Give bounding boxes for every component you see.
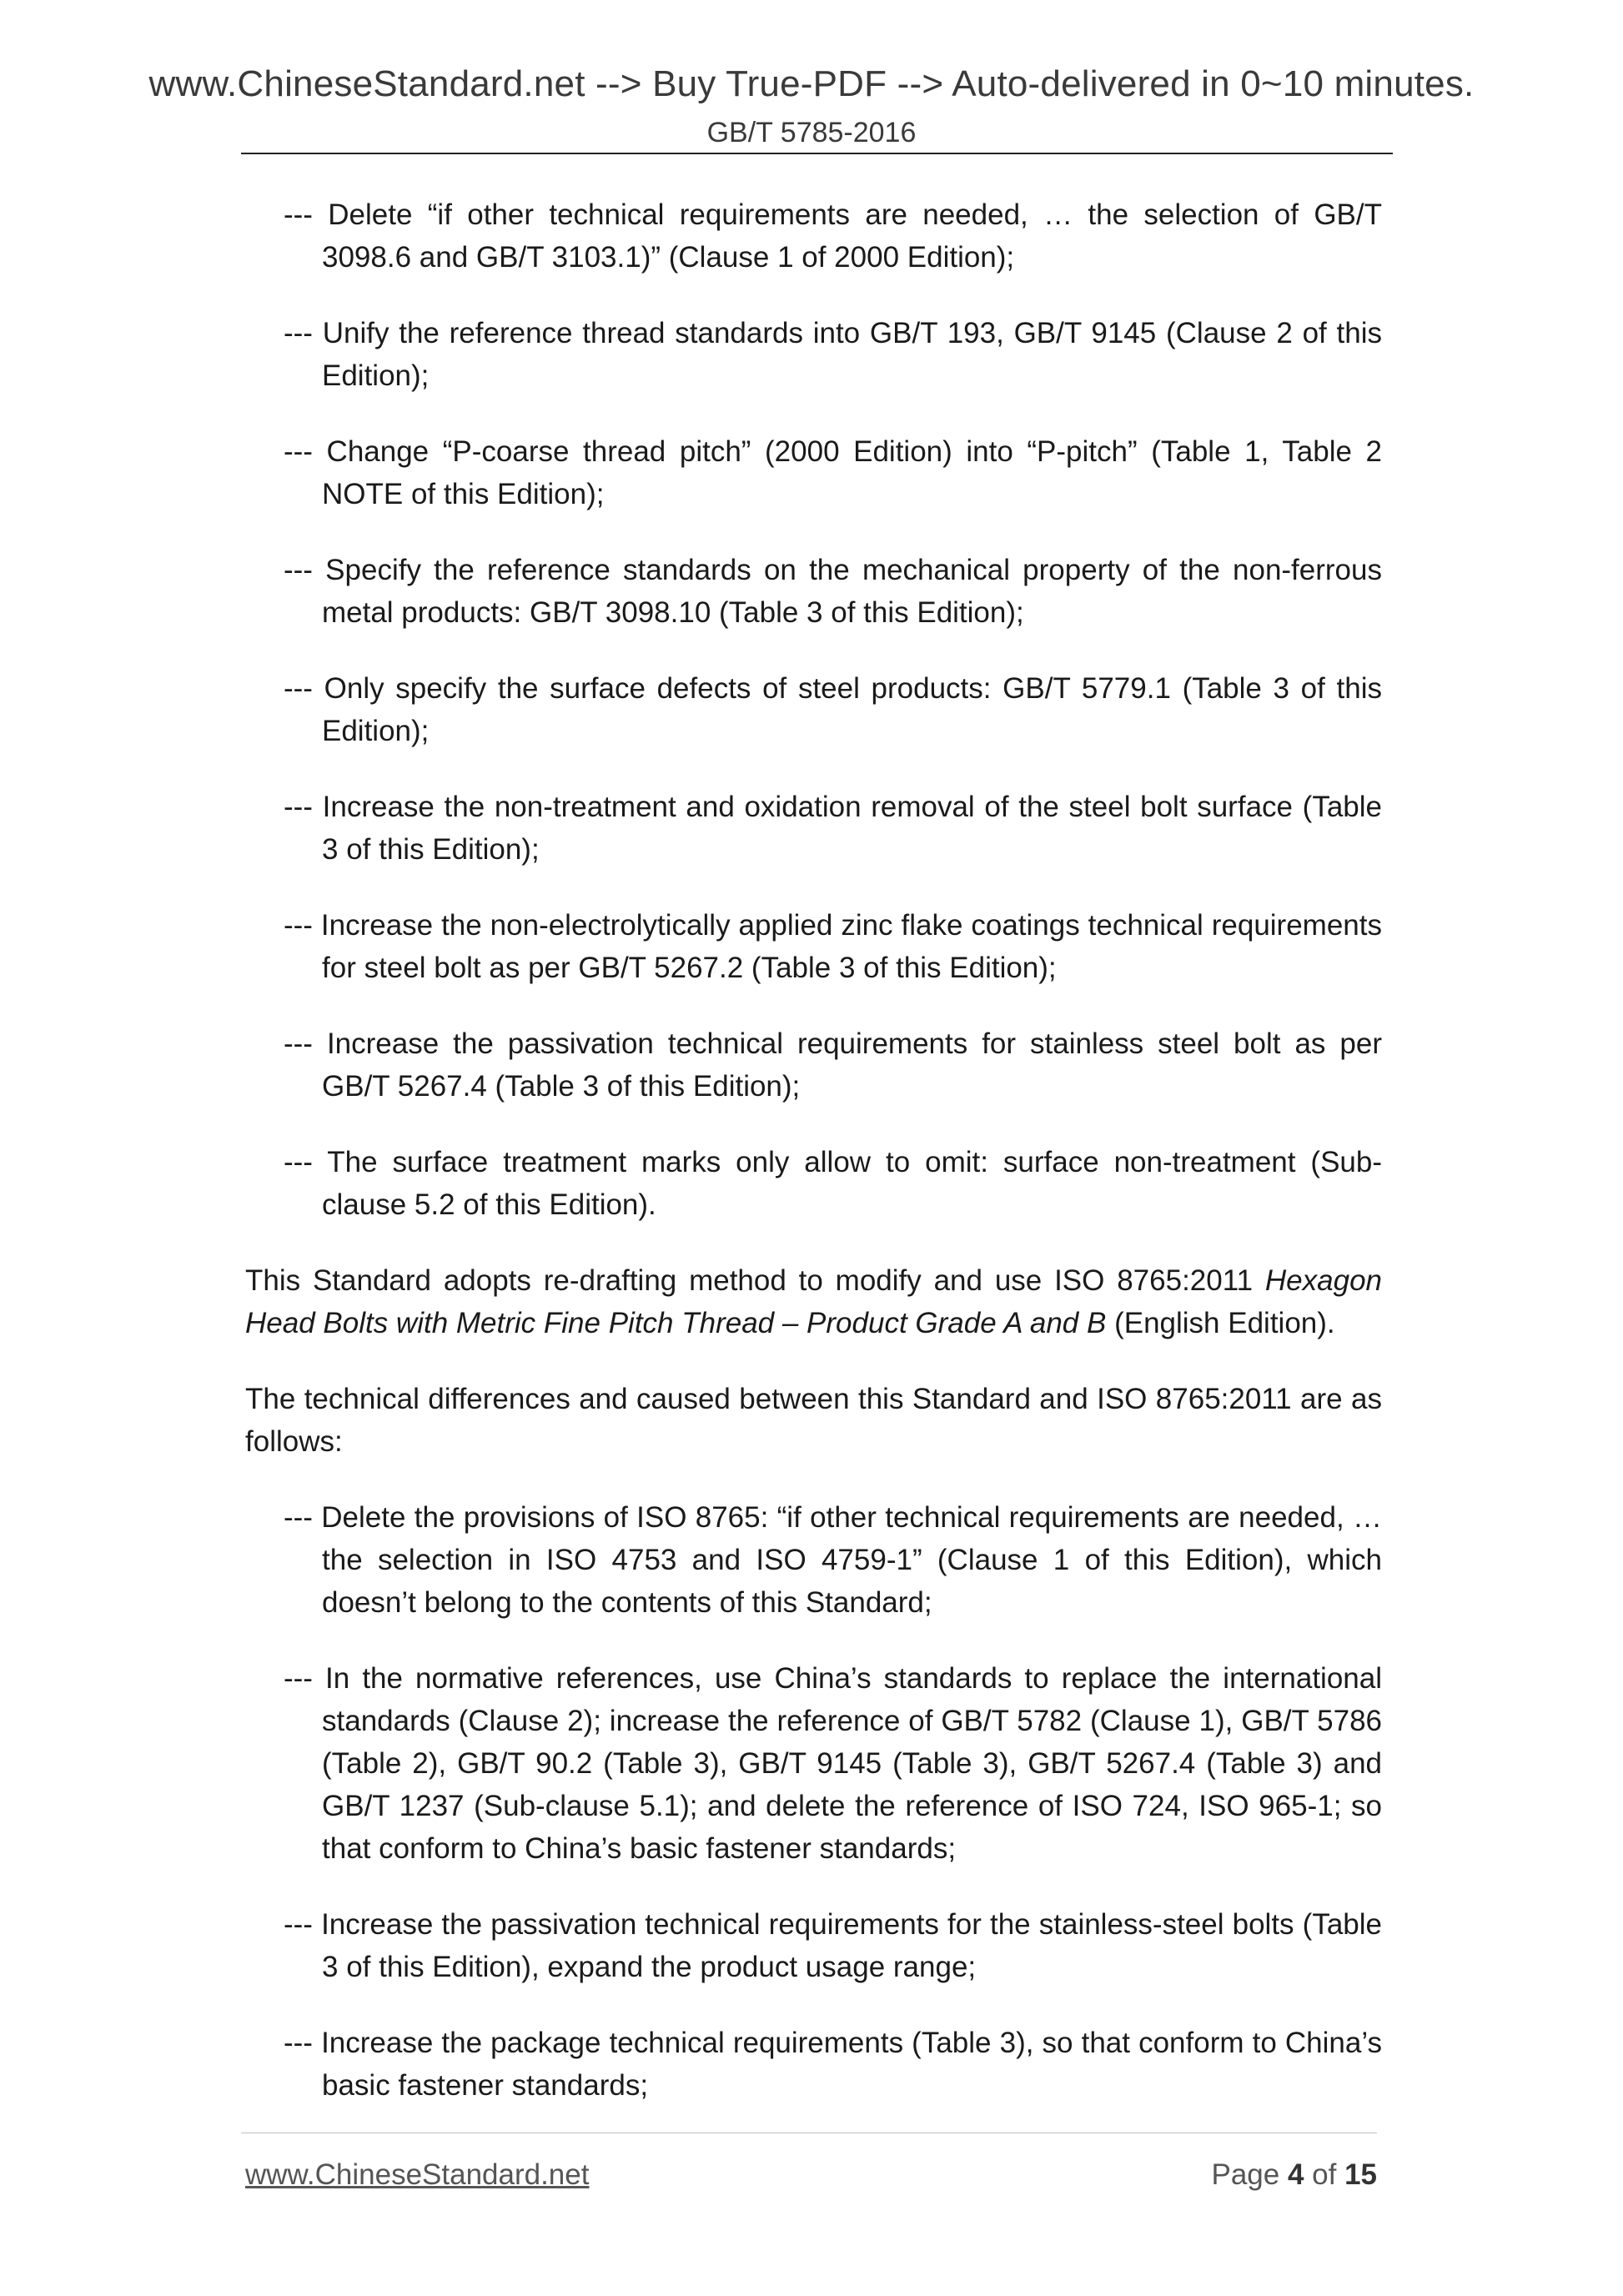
- page-total: 15: [1344, 2158, 1377, 2191]
- list-item: --- The surface treatment marks only allow to omit: surface non-treatment (Sub-clause 5.2 of this Edition).: [284, 1146, 1382, 1221]
- footer-site-link[interactable]: www.ChineseStandard.net: [245, 2158, 590, 2191]
- adoption-prefix: This Standard adopts re-drafting method to modify and use ISO 8765:2011: [245, 1264, 1265, 1297]
- changes-list: [245, 193, 1382, 1226]
- header-banner: www.ChineseStandard.net --> Buy True-PDF --> Auto-delivered in 0~10 minutes.: [148, 63, 1475, 104]
- page-header: [0, 60, 1623, 152]
- list-item: --- Specify the reference standards on the mechanical property of the non-ferrous metal products: GB/T 3098.10 (Table 3 of this Edition);: [284, 554, 1382, 629]
- list-item: --- Increase the non-treatment and oxidation removal of the steel bolt surface (Table 3 of this Edition);: [284, 791, 1382, 866]
- list-item: --- Increase the package technical requirements (Table 3), so that conform to China’s basic fastener standards;: [284, 2027, 1382, 2102]
- header-divider: [241, 153, 1393, 154]
- list-item: --- Delete the provisions of ISO 8765: “if other technical requirements are needed, …the selection in ISO 4753 and ISO 4759-1” (Clause 1 of this Edition), which doesn’t belong to the contents of this Standard;: [284, 1501, 1382, 1619]
- differences-intro: The technical differences and caused between this Standard and ISO 8765:2011 are as follows:: [245, 1383, 1382, 1458]
- list-item: --- Increase the passivation technical requirements for the stainless-steel bolts (Table 3 of this Edition), expand the product usage range;: [284, 1908, 1382, 1983]
- page-prefix: Page: [1211, 2158, 1288, 2191]
- list-item: --- Delete “if other technical requirements are needed, … the selection of GB/T 3098.6 and GB/T 3103.1)” (Clause 1 of 2000 Edition);: [284, 198, 1382, 274]
- document-body: [245, 193, 1382, 2140]
- page-current: 4: [1287, 2158, 1304, 2191]
- list-item: --- Change “P-coarse thread pitch” (2000 Edition) into “P-pitch” (Table 1, Table 2 NOTE of this Edition);: [284, 435, 1382, 510]
- list-item: --- Increase the passivation technical requirements for stainless steel bolt as per GB/T 5267.4 (Table 3 of this Edition);: [284, 1027, 1382, 1103]
- differences-list: [245, 1496, 1382, 2107]
- page-mid: of: [1304, 2158, 1345, 2191]
- header-doc-id: GB/T 5785-2016: [706, 117, 917, 148]
- page-number: [1211, 2156, 1377, 2194]
- list-item: --- Unify the reference thread standards into GB/T 193, GB/T 9145 (Clause 2 of this Edition);: [284, 317, 1382, 392]
- adoption-paragraph: [245, 1259, 1382, 1344]
- list-item: --- Only specify the surface defects of steel products: GB/T 5779.1 (Table 3 of this Edition);: [284, 672, 1382, 747]
- iso-standard-title: Hexagon Head Bolts with Metric Fine Pitch Thread – Product Grade A and B: [245, 1264, 1382, 1339]
- list-item: --- Increase the non-electrolytically applied zinc flake coatings technical requirements for steel bolt as per GB/T 5267.2 (Table 3 of this Edition);: [284, 909, 1382, 984]
- list-item: --- In the normative references, use China’s standards to replace the international standards (Clause 2); increase the reference of GB/T 5782 (Clause 1), GB/T 5786 (Table 2), GB/T 90.2 (Table 3), GB/T 9145 (Table 3), GB/T 5267.4 (Table 3) and GB/T 1237 (Sub-clause 5.1); and delete the reference of ISO 724, ISO 965-1; so that conform to China’s basic fastener standards;: [284, 1662, 1382, 1865]
- adoption-suffix: (English Edition).: [1106, 1307, 1335, 1339]
